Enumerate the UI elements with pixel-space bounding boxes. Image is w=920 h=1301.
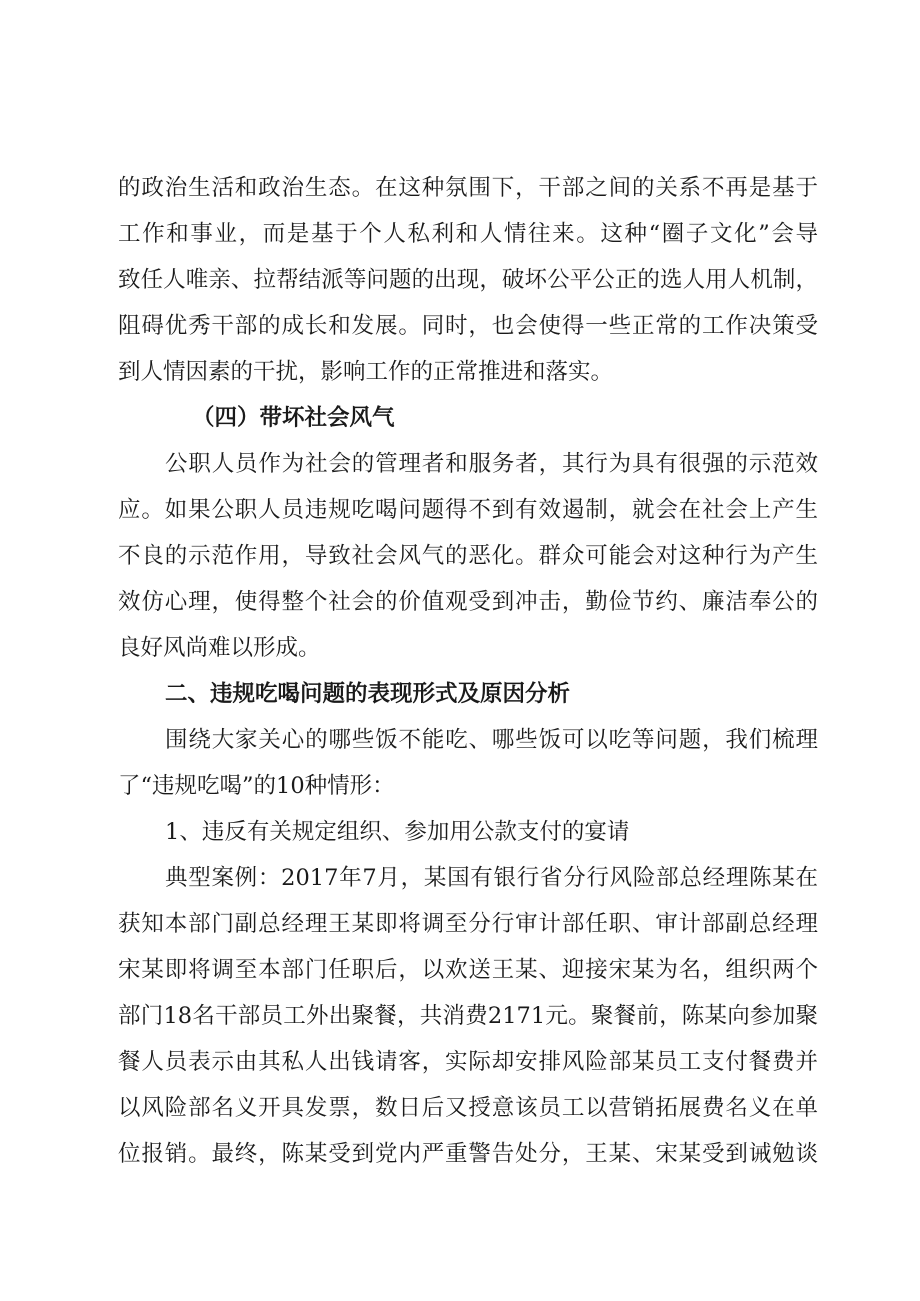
text-line: 位报销。最终，陈某受到党内严重警告处分，王某、宋某受到诫勉谈 xyxy=(118,1141,818,1167)
text-line: 良好风尚难以形成。 xyxy=(118,635,321,661)
text-line: 效仿心理，使得整个社会的价值观受到冲击，勤俭节约、廉洁奉公的 xyxy=(118,589,818,615)
text-line: 工作和事业，而是基于个人私利和人情往来。这种“圈子文化”会导 xyxy=(118,221,818,247)
text-line: 获知本部门副总经理王某即将调至分行审计部任职、审计部副总经理 xyxy=(118,911,818,937)
text-line: 公职人员作为社会的管理者和服务者，其行为具有很强的示范效 xyxy=(165,451,818,477)
section-subheading: （四）带坏社会风气 xyxy=(192,405,395,431)
text-line: 了“违规吃喝”的10种情形： xyxy=(118,773,395,799)
document-body xyxy=(118,165,818,1177)
text-line: 到人情因素的干扰，影响工作的正常推进和落实。 xyxy=(118,359,614,385)
text-line: 宋某即将调至本部门任职后，以欢送王某、迎接宋某为名，组织两个 xyxy=(118,957,818,983)
text-line: 不良的示范作用，导致社会风气的恶化。群众可能会对这种行为产生 xyxy=(118,543,818,569)
paragraph xyxy=(118,717,818,809)
text-line: 餐人员表示由其私人出钱请客，实际却安排风险部某员工支付餐费并 xyxy=(118,1049,818,1075)
text-line: 部门18名干部员工外出聚餐，共消费2171元。聚餐前，陈某向参加聚 xyxy=(118,1003,818,1029)
section-heading: 二、违规吃喝问题的表现形式及原因分析 xyxy=(165,681,571,707)
text-line: 致任人唯亲、拉帮结派等问题的出现，破坏公平公正的选人用人机制， xyxy=(118,267,818,293)
text-line: 1、违反有关规定组织、参加用公款支付的宴请 xyxy=(165,819,630,845)
text-line: 阻碍优秀干部的成长和发展。同时，也会使得一些正常的工作决策受 xyxy=(118,313,818,339)
paragraph xyxy=(118,165,818,395)
list-item xyxy=(118,809,818,855)
paragraph xyxy=(118,441,818,671)
paragraph xyxy=(118,855,818,1177)
text-line: 应。如果公职人员违规吃喝问题得不到有效遏制，就会在社会上产生 xyxy=(118,497,818,523)
text-line: 以风险部名义开具发票，数日后又授意该员工以营销拓展费名义在单 xyxy=(118,1095,818,1121)
text-line: 围绕大家关心的哪些饭不能吃、哪些饭可以吃等问题，我们梳理 xyxy=(165,727,818,753)
text-line: 典型案例：2017年7月，某国有银行省分行风险部总经理陈某在 xyxy=(165,865,818,891)
text-line: 的政治生活和政治生态。在这种氛围下，干部之间的关系不再是基于 xyxy=(118,175,818,201)
